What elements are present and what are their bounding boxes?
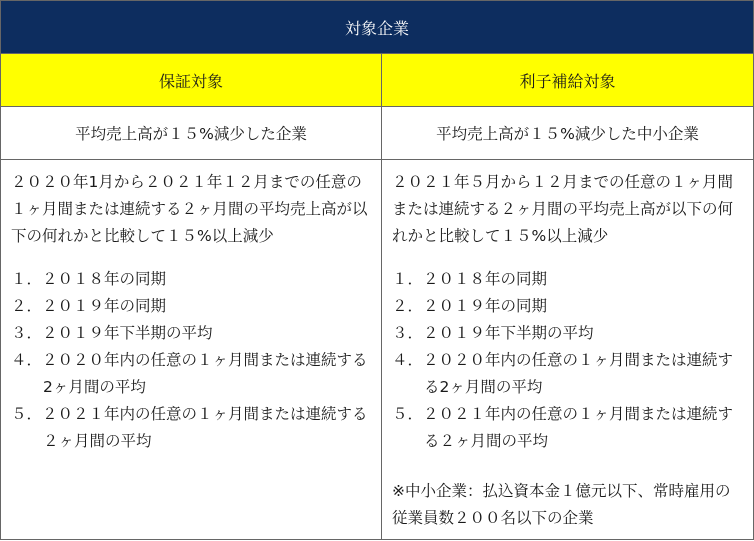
sme-definition-note: ※中小企業：払込資本金１億元以下、常時雇用の従業員数２００名以下の企業 (392, 482, 731, 527)
guarantee-comparison-list (11, 266, 371, 455)
list-item: ２．２０１９年の同期 (11, 297, 167, 315)
guarantee-target: 平均売上高が１５%減少した企業 (1, 107, 382, 160)
interest-subsidy-conditions (382, 160, 754, 540)
list-item: ３．２０１９年下半期の平均 (11, 324, 213, 342)
interest-subsidy-description: ２０２１年５月から１２月までの任意の１ヶ月間または連続する２ヶ月間の平均売上高が以下の何れかと比較して１５%以上減少 (392, 173, 734, 245)
interest-subsidy-comparison-list (392, 266, 743, 455)
list-item: ５．２０２１年内の任意の１ヶ月間または連続する２ヶ月間の平均 (392, 405, 734, 450)
list-item: １．２０１８年の同期 (11, 270, 167, 288)
guarantee-description: ２０２０年1月から２０２１年１２月までの任意の１ヶ月間または連続する２ヶ月間の平均売上高が以下の何れかと比較して１５%以上減少 (11, 173, 368, 245)
header-guarantee: 保証対象 (1, 54, 382, 107)
list-item: ３．２０１９年下半期の平均 (392, 324, 594, 342)
list-item: ４．２０２０年内の任意の１ヶ月間または連続する2ヶ月間の平均 (392, 351, 734, 396)
list-item: ２．２０１９年の同期 (392, 297, 548, 315)
list-item: ５．２０２１年内の任意の１ヶ月間または連続する２ヶ月間の平均 (11, 405, 368, 450)
interest-subsidy-target: 平均売上高が１５%減少した中小企業 (382, 107, 754, 160)
table-title: 対象企業 (1, 1, 754, 54)
list-item: １．２０１８年の同期 (392, 270, 548, 288)
header-interest-subsidy: 利子補給対象 (382, 54, 754, 107)
guarantee-conditions (1, 160, 382, 540)
list-item: ４．２０２０年内の任意の１ヶ月間または連続する2ヶ月間の平均 (11, 351, 368, 396)
